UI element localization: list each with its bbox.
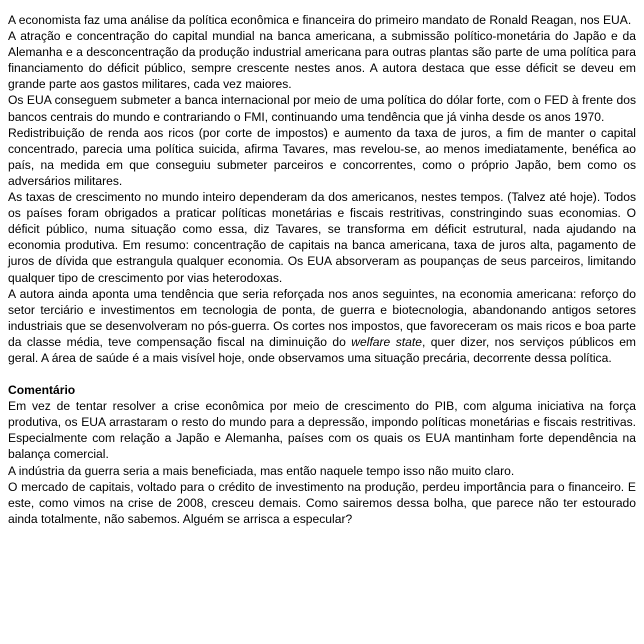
summary-paragraph-1: A economista faz uma análise da política econômica e financeira do primeiro mandato de Ronald Reagan, nos EUA. [8,13,632,27]
summary-paragraph-3: Os EUA conseguem submeter a banca internacional por meio de uma política do dólar forte, com o FED à frente dos bancos centrais do mundo e contrariando o FMI, continuando uma tendência que já vinha desde os anos 1970. [8,93,636,124]
summary-paragraph-6 [8,286,636,366]
comment-heading: Comentário [8,383,76,398]
summary-paragraph-6-start: A autora ainda aponta uma tendência que seria reforçada nos anos seguintes, na economia americana: reforço do setor terciário e investimentos em tecnologia de ponta, de guerra e biotecnologia, abandonando antigos setores industriais que se desenvolveram no pós-guerra. Os cortes nos impostos, que favoreceram os mais ricos e boa parte da classe média, teve compensação fiscal na diminuição do [8,286,636,349]
summary-paragraph-5: As taxas de crescimento no mundo inteiro dependeram da dos americanos, nestes tempos. (Talvez até hoje). Todos os países foram obrigados a praticar políticas monetárias e fiscais restritivas, constringindo suas economias. O déficit público, numa situação como essa, diz Tavares, se transforma em déficit estrutural, nada ajudando na economia produtiva. Em resumo: concentração de capitais na banca americana, taxa de juros alta, pagamento de juros de dívida que estrangula qualquer economia. Os EUA absorveram as poupanças de seus parceiros, limitando qualquer tipo de crescimento por vias heterodoxas. [8,190,636,285]
summary-paragraph-4: Redistribuição de renda aos ricos (por corte de impostos) e aumento da taxa de juros, a fim de manter o capital concentrado, parecia uma política suicida, afirma Tavares, mas revelou-se, ao menos imediatamente, benéfica ao país, na medida em que conseguiu submeter parceiros e concorrentes, como o próprio Japão, bem como os adversários militares. [8,125,636,188]
comment-paragraph-3: O mercado de capitais, voltado para o crédito de investimento na produção, perdeu importância para o financeiro. E este, como vimos na crise de 2008, cresceu demais. Como sairemos dessa bolha, que parece não ter estourado ainda totalmente, não sabemos. Alguém se arrisca a especular? [8,479,636,526]
summary-paragraph-2: A atração e concentração do capital mundial na banca americana, a submissão político-monetária do Japão e da Alemanha e a desconcentração da produção industrial americana para outras plantas são parte de uma política para financiamento do déficit público, sempre crescente nestes anos. A autora destaca que esse déficit se deveu em grande parte aos gastos militares, cada vez maiores. [8,29,636,92]
comment-paragraph-2: A indústria da guerra seria a mais beneficiada, mas então naquele tempo isso não muito claro. [8,463,515,478]
welfare-state-term: welfare state [351,334,422,349]
comment-paragraph-1: Em vez de tentar resolver a crise econômica por meio de crescimento do PIB, com alguma iniciativa na força produtiva, os EUA arrastaram o resto do mundo para a depressão, impondo políticas monetárias e fiscais restritivas. Especialmente com relação a Japão e Alemanha, países com os quais os EUA mantinham forte dependência na balança comercial. [8,399,636,462]
summary-paragraph-6-end: , quer dizer, nos serviços públicos em geral. A área de saúde é a mais visível hoje, onde observamos uma situação precária, decorrente dessa política. [8,334,636,365]
